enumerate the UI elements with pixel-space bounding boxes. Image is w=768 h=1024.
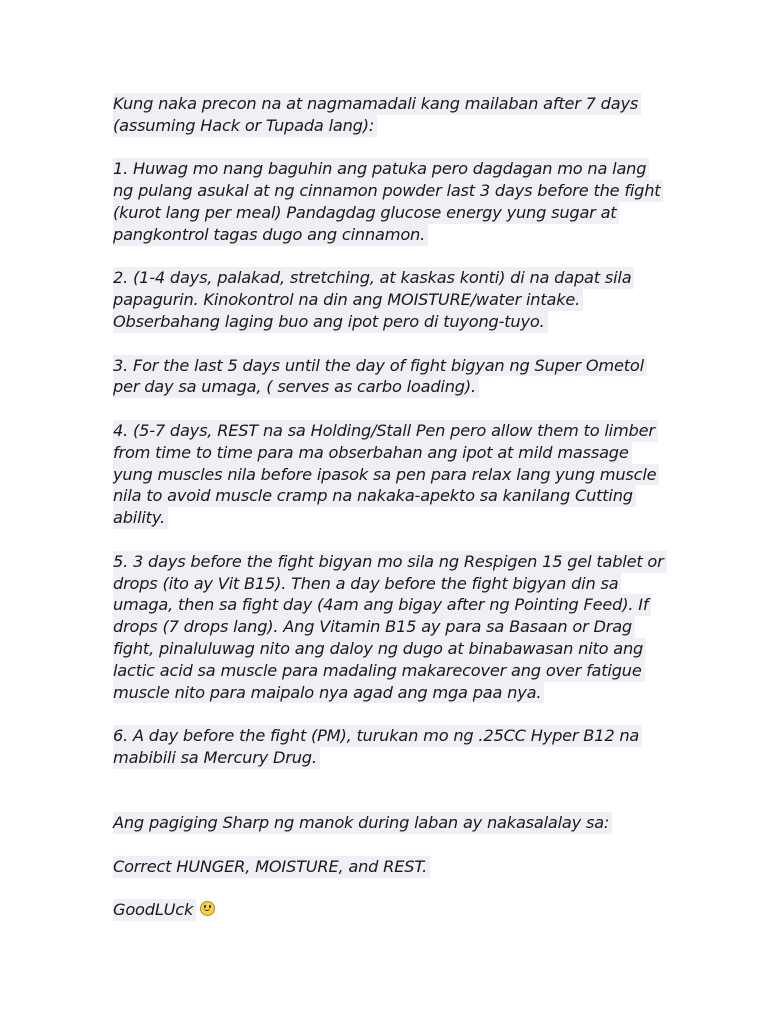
blank-line xyxy=(113,791,673,813)
text-line: muscle nito para maipalo nya agad ang mga paa nya. xyxy=(113,682,544,704)
text-line: (assuming Hack or Tupada lang): xyxy=(113,115,377,137)
key-factors xyxy=(113,856,673,878)
text-line: Ang pagiging Sharp ng manok during laban ay nakasalalay sa: xyxy=(113,812,612,834)
smiley-icon xyxy=(200,901,215,916)
step-1 xyxy=(113,158,673,245)
text-line: Correct HUNGER, MOISTURE, and REST. xyxy=(113,856,430,878)
signoff xyxy=(113,899,673,921)
step-5 xyxy=(113,551,673,704)
step-6 xyxy=(113,725,673,769)
signoff-text: GoodLUck xyxy=(113,899,196,921)
text-line: Kung naka precon na at nagmamadali kang mailaban after 7 days xyxy=(113,93,641,115)
text-line: per day sa umaga, ( serves as carbo loading). xyxy=(113,376,479,398)
text-line: nila to avoid muscle cramp na nakaka-apekto sa kanilang Cutting xyxy=(113,485,636,507)
text-line: umaga, then sa fight day (4am ang bigay after ng Pointing Feed). If xyxy=(113,594,651,616)
step-4 xyxy=(113,420,673,529)
text-line: yung muscles nila before ipasok sa pen para relax lang yung muscle xyxy=(113,464,659,486)
text-line: (kurot lang per meal) Pandagdag glucose energy yung sugar at xyxy=(113,202,619,224)
text-line: 3. For the last 5 days until the day of fight bigyan ng Super Ometol xyxy=(113,355,647,377)
text-line: drops (ito ay Vit B15). Then a day before the fight bigyan din sa xyxy=(113,573,621,595)
text-line: lactic acid sa muscle para madaling makarecover ang over fatigue xyxy=(113,660,645,682)
intro-paragraph xyxy=(113,93,673,137)
text-line: 1. Huwag mo nang baguhin ang patuka pero dagdagan mo na lang xyxy=(113,158,649,180)
text-line: 4. (5-7 days, REST na sa Holding/Stall Pen pero allow them to limber xyxy=(113,420,658,442)
text-line: ability. xyxy=(113,507,168,529)
text-line: 5. 3 days before the fight bigyan mo sila ng Respigen 15 gel tablet or xyxy=(113,551,667,573)
document-body xyxy=(113,93,673,943)
text-line: from time to time para ma obserbahan ang ipot at mild massage xyxy=(113,442,632,464)
text-line: ng pulang asukal at ng cinnamon powder last 3 days before the fight xyxy=(113,180,663,202)
text-line: pangkontrol tagas dugo ang cinnamon. xyxy=(113,224,428,246)
step-3 xyxy=(113,355,673,399)
text-line: 2. (1-4 days, palakad, stretching, at kaskas konti) di na dapat sila xyxy=(113,267,634,289)
text-line: mabibili sa Mercury Drug. xyxy=(113,747,320,769)
text-line: drops (7 drops lang). Ang Vitamin B15 ay para sa Basaan or Drag xyxy=(113,616,635,638)
text-line: papagurin. Kinokontrol na din ang MOISTURE/water intake. xyxy=(113,289,583,311)
text-line: 6. A day before the fight (PM), turukan mo ng .25CC Hyper B12 na xyxy=(113,725,642,747)
text-line: fight, pinaluluwag nito ang daloy ng dugo at binabawasan nito ang xyxy=(113,638,646,660)
closing-statement xyxy=(113,812,673,834)
text-line: Obserbahang laging buo ang ipot pero di tuyong-tuyo. xyxy=(113,311,548,333)
step-2 xyxy=(113,267,673,332)
